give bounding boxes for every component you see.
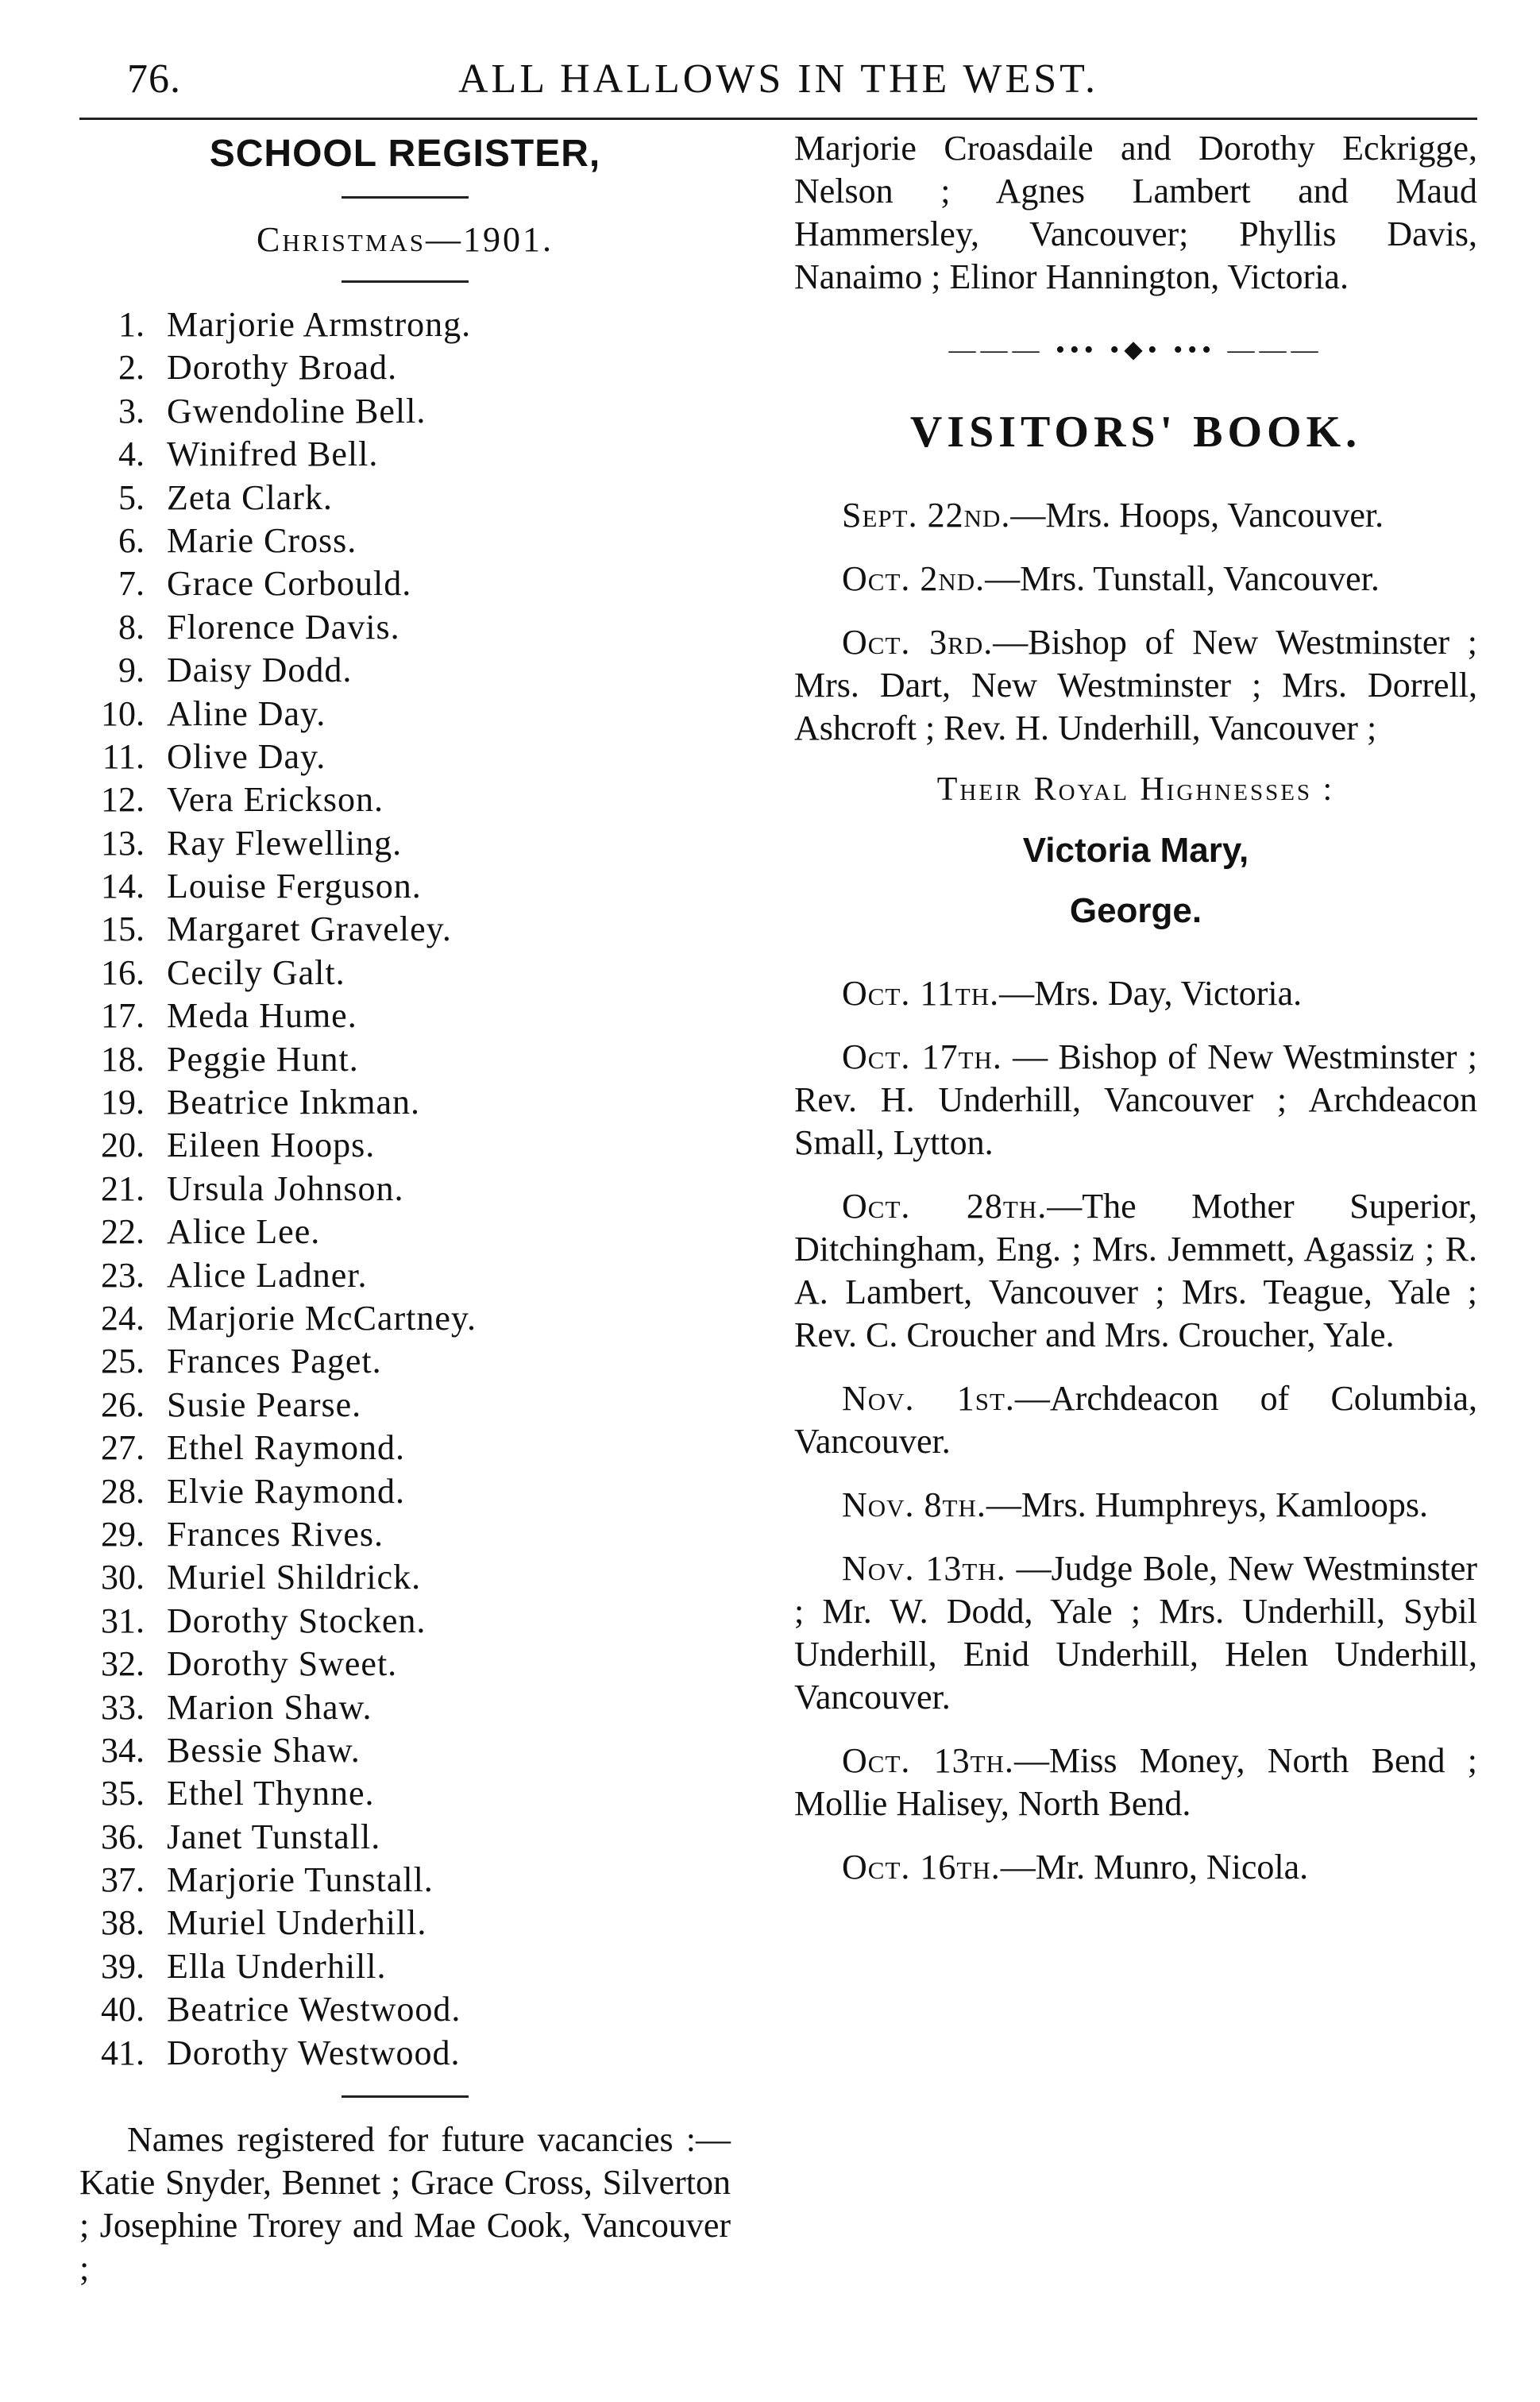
register-name: Ray Flewelling. [167, 823, 403, 863]
visitor-entry [794, 1377, 1477, 1463]
register-entry [79, 693, 731, 736]
register-entry [79, 1211, 731, 1253]
page-number: 76. [127, 56, 181, 102]
register-name: Meda Hume. [167, 996, 357, 1036]
register-entry [79, 1124, 731, 1167]
right-column [794, 127, 1477, 1910]
register-number: 21. [101, 1168, 145, 1208]
register-entry [79, 1168, 731, 1211]
register-entry [79, 1470, 731, 1513]
visitor-entry [794, 1036, 1477, 1164]
register-name: Janet Tunstall. [167, 1817, 381, 1856]
register-entry [79, 433, 731, 476]
register-entry [79, 1427, 731, 1469]
register-entry [79, 477, 731, 519]
register-name: Bessie Shaw. [167, 1730, 361, 1770]
ornament-divider: ——— ••• •⬥• ••• ——— [948, 335, 1323, 365]
register-name: Dorothy Broad. [167, 348, 398, 388]
register-name: Daisy Dodd. [167, 651, 353, 690]
visit-details: — Bishop of New Westminster ; Rev. H. Underhill, Vancouver ; Archdeacon Small, Lytton. [794, 1037, 1477, 1162]
visitor-entry [794, 1846, 1477, 1889]
register-entry [79, 519, 731, 562]
register-entry [79, 1081, 731, 1124]
running-title: ALL HALLOWS IN THE WEST. [457, 56, 1099, 102]
register-number: 36. [101, 1817, 145, 1856]
register-name: Muriel Underhill. [167, 1903, 427, 1943]
register-name: Margaret Graveley. [167, 909, 452, 949]
register-entry [79, 346, 731, 389]
visit-details: —Mrs. Humphreys, Kamloops. [986, 1485, 1428, 1524]
register-number: 38. [101, 1903, 145, 1943]
continuation-paragraph: Marjorie Croasdaile and Dorothy Eckrigge, Nelson ; Agnes Lambert and Maud Hammersley, Vancouver; Phyllis Davis, Nanaimo ; Elinor Hannington, Victoria. [794, 129, 1477, 296]
register-entry [79, 1686, 731, 1729]
register-entry [79, 1859, 731, 1902]
visit-date: Oct. 16th. [842, 1848, 1001, 1886]
visit-date: Oct. 2nd. [842, 559, 986, 598]
visit-details: —Mr. Munro, Nicola. [1000, 1848, 1309, 1886]
register-name: Eileen Hoops. [167, 1126, 376, 1165]
register-number: 14. [101, 867, 145, 906]
register-name: Dorothy Westwood. [167, 2033, 461, 2072]
register-name: Ursula Johnson. [167, 1168, 404, 1208]
register-name: Dorothy Sweet. [167, 1644, 398, 1684]
royal-name-george: George. [1069, 891, 1202, 930]
register-number: 39. [101, 1946, 145, 1986]
register-name: Dorothy Stocken. [167, 1601, 426, 1640]
register-entry [79, 390, 731, 433]
register-entry [79, 1945, 731, 1988]
register-number: 33. [101, 1687, 145, 1727]
register-entry [79, 736, 731, 778]
register-name: Marion Shaw. [167, 1687, 372, 1727]
register-number: 28. [101, 1471, 145, 1511]
register-name: Alice Lee. [167, 1212, 321, 1252]
register-name: Marjorie McCartney. [167, 1298, 477, 1338]
visit-details: —The Mother Superior, Ditchingham, Eng. ; Mrs. Jemmett, Agassiz ; R. A. Lambert, Vancouver ; Mrs. Teague, Yale ; Rev. C. Croucher and Mrs. Croucher, Yale. [794, 1187, 1478, 1354]
register-entry [79, 1643, 731, 1686]
register-name: Gwendoline Bell. [167, 391, 426, 431]
visitor-entry [794, 494, 1477, 537]
register-number: 10. [101, 693, 145, 733]
register-number: 27. [101, 1428, 145, 1468]
visit-date: Oct. 17th. [842, 1037, 1002, 1076]
visit-details: —Archdeacon of Columbia, Vancouver. [794, 1379, 1477, 1461]
register-entry [79, 822, 731, 865]
register-name: Marie Cross. [167, 520, 357, 560]
register-entry [79, 606, 731, 649]
register-name: Aline Day. [167, 693, 326, 733]
register-name: Beatrice Westwood. [167, 1990, 461, 2029]
register-number: 41. [101, 2033, 145, 2072]
register-entry [79, 1297, 731, 1340]
royal-name-victoria-mary: Victoria Mary, [1022, 831, 1249, 870]
register-number: 24. [101, 1298, 145, 1338]
register-entry [79, 1816, 731, 1859]
register-entry [79, 1772, 731, 1815]
visit-details: —Bishop of New Westminster ; Mrs. Dart, New Westminster ; Mrs. Dorrell, Ashcroft ; Rev. H. Underhill, Vancouver ; [794, 623, 1477, 747]
register-entry [79, 1340, 731, 1383]
register-name: Winifred Bell. [167, 434, 379, 474]
school-register-heading: SCHOOL REGISTER, [209, 133, 601, 175]
register-name: Vera Erickson. [167, 780, 384, 820]
register-number: 9. [118, 651, 145, 690]
register-number: 4. [118, 434, 145, 474]
register-entry [79, 952, 731, 994]
rule [342, 2095, 469, 2098]
royal-highnesses-caption: Their Royal Highnesses : [936, 771, 1335, 808]
visit-date: Oct. 13th. [842, 1741, 1014, 1780]
register-number: 2. [118, 348, 145, 388]
register-entry [79, 778, 731, 821]
register-name: Muriel Shildrick. [167, 1558, 422, 1597]
register-entry [79, 1902, 731, 1944]
register-number: 30. [101, 1558, 145, 1597]
register-name: Florence Davis. [167, 607, 400, 647]
register-number: 40. [101, 1990, 145, 2029]
register-entry [79, 2032, 731, 2075]
register-entry [79, 649, 731, 692]
visit-date: Oct. 11th. [842, 974, 1000, 1013]
visitor-entry [794, 621, 1477, 750]
visitor-entry [794, 972, 1477, 1015]
register-name: Frances Rives. [167, 1514, 384, 1554]
visitor-entry [794, 1185, 1477, 1357]
rule [342, 196, 469, 199]
register-number: 37. [101, 1860, 145, 1900]
register-number: 12. [101, 780, 145, 820]
register-entry [79, 1038, 731, 1081]
register-number: 11. [102, 736, 145, 776]
register-name: Olive Day. [167, 736, 326, 776]
visit-details: —Miss Money, North Bend ; Mollie Halisey, North Bend. [794, 1741, 1477, 1823]
register-entry [79, 1513, 731, 1556]
visitor-entry [794, 1547, 1477, 1719]
visit-date: Nov. 13th. [842, 1549, 1006, 1588]
register-number: 35. [101, 1774, 145, 1813]
register-name: Zeta Clark. [167, 477, 333, 517]
register-entry [79, 1729, 731, 1772]
left-column [79, 127, 731, 2290]
visit-details: —Mrs. Day, Victoria. [999, 974, 1303, 1013]
register-name: Ethel Raymond. [167, 1428, 405, 1468]
register-number: 13. [101, 823, 145, 863]
register-entry [79, 1384, 731, 1427]
register-number: 25. [101, 1342, 145, 1381]
visit-details: —Mrs. Hoops, Vancouver. [1010, 496, 1384, 535]
register-entry [79, 865, 731, 908]
visit-date: Nov. 1st. [842, 1379, 1015, 1418]
register-name: Alice Ladner. [167, 1255, 368, 1295]
register-number: 18. [101, 1039, 145, 1079]
register-entry [79, 908, 731, 951]
register-name: Grace Corbould. [167, 564, 412, 604]
register-list [79, 303, 731, 2075]
register-entry [79, 1556, 731, 1599]
register-name: Marjorie Armstrong. [167, 305, 472, 344]
register-name: Susie Pearse. [167, 1384, 362, 1424]
register-number: 17. [101, 996, 145, 1036]
visitor-entry [794, 558, 1477, 600]
register-number: 1. [118, 305, 145, 344]
register-name: Ella Underhill. [167, 1946, 387, 1986]
register-entry [79, 1254, 731, 1297]
visit-date: Nov. 8th. [842, 1485, 986, 1524]
rule [342, 280, 469, 283]
register-entry [79, 994, 731, 1037]
register-number: 15. [101, 909, 145, 949]
register-number: 20. [101, 1126, 145, 1165]
register-number: 31. [101, 1601, 145, 1640]
register-number: 23. [101, 1255, 145, 1295]
register-name: Cecily Galt. [167, 952, 345, 992]
register-number: 19. [101, 1083, 145, 1122]
register-name: Marjorie Tunstall. [167, 1860, 434, 1900]
register-number: 16. [101, 952, 145, 992]
register-number: 5. [118, 477, 145, 517]
visitor-entries-group [794, 494, 1477, 750]
register-name: Beatrice Inkman. [167, 1083, 420, 1122]
visit-details: —Mrs. Tunstall, Vancouver. [985, 559, 1380, 598]
visit-details: —Judge Bole, New Westminster ; Mr. W. Dodd, Yale ; Mrs. Underhill, Sybil Underhill, Enid Underhill, Helen Underhill, Vancouver. [794, 1549, 1477, 1717]
visitors-book-heading: VISITORS' BOOK. [909, 407, 1362, 457]
register-number: 29. [101, 1514, 145, 1554]
visit-date: Sept. 22nd. [842, 496, 1011, 535]
register-name: Elvie Raymond. [167, 1471, 405, 1511]
register-name: Frances Paget. [167, 1342, 382, 1381]
register-entry [79, 1988, 731, 2031]
page-header [79, 56, 1477, 119]
visitor-entry [794, 1740, 1477, 1825]
register-number: 7. [118, 564, 145, 604]
register-number: 6. [118, 520, 145, 560]
register-number: 32. [101, 1644, 145, 1684]
visit-date: Oct. 3rd. [842, 623, 994, 662]
register-number: 8. [118, 607, 145, 647]
register-number: 26. [101, 1384, 145, 1424]
register-number: 34. [101, 1730, 145, 1770]
register-name: Louise Ferguson. [167, 867, 422, 906]
visit-date: Oct. 28th. [842, 1187, 1048, 1226]
register-name: Peggie Hunt. [167, 1039, 359, 1079]
register-date-subheading: Christmas—1901. [256, 220, 554, 259]
future-vacancies-paragraph: Names registered for future vacancies :—Katie Snyder, Bennet ; Grace Cross, Silverton ; Josephine Trorey and Mae Cook, Vancouver ; [79, 2120, 731, 2288]
visitor-entries-group [794, 972, 1477, 1889]
register-name: Ethel Thynne. [167, 1774, 375, 1813]
register-entry [79, 303, 731, 346]
register-entry [79, 1600, 731, 1643]
visitor-entry [794, 1484, 1477, 1527]
register-entry [79, 562, 731, 605]
register-number: 3. [118, 391, 145, 431]
header-rule [79, 118, 1477, 120]
register-number: 22. [101, 1212, 145, 1252]
